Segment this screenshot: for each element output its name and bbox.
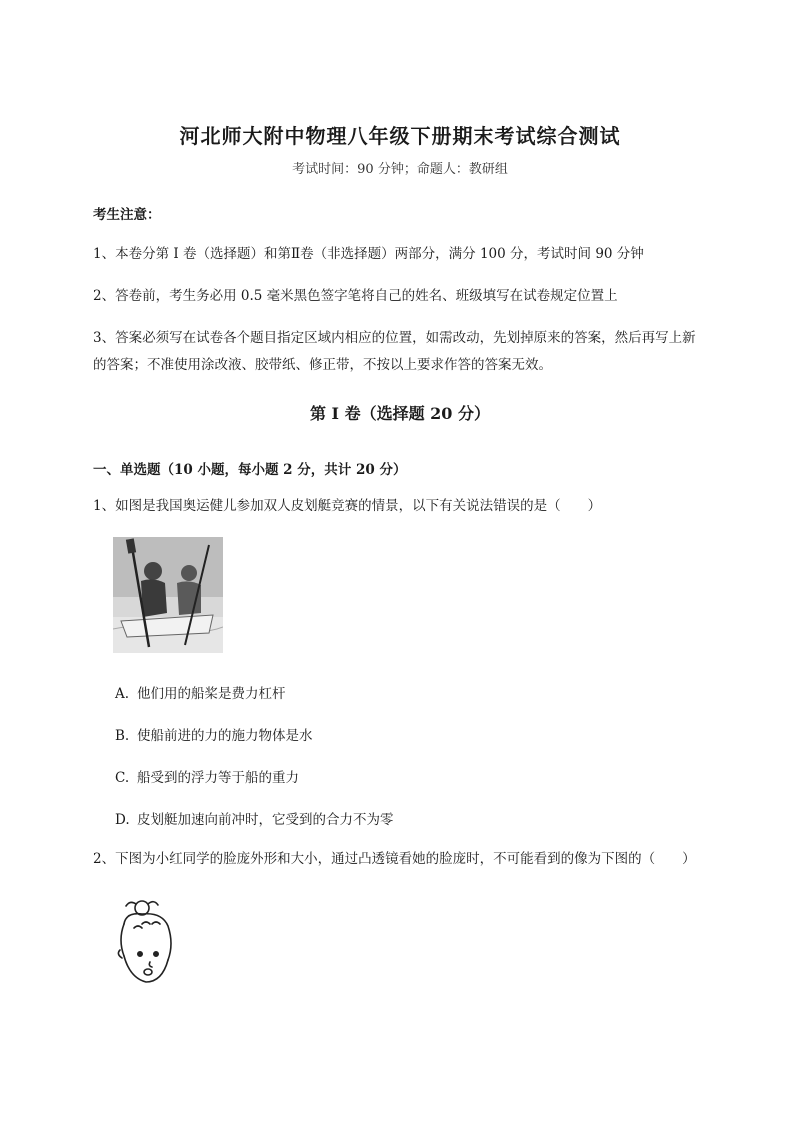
kayak-photo [113, 537, 223, 653]
option-text: 他们用的船桨是费力杠杆 [137, 686, 286, 702]
section-title: 第 I 卷（选择题 20 分） [309, 404, 491, 423]
option-letter: C. [115, 770, 130, 786]
girl-face-sketch [112, 894, 184, 990]
notice-item-3: 3、答案必须写在试卷各个题目指定区域内相应的位置，如需改动，先划掉原来的答案，然后再写上新 [93, 330, 696, 346]
option-text: 使船前进的力的施力物体是水 [137, 728, 313, 744]
notice-heading: 考生注意： [93, 207, 161, 223]
option-letter: D. [115, 812, 130, 828]
notice-item-3-cont: 的答案；不准使用涂改液、胶带纸、修正带，不按以上要求作答的答案无效。 [93, 357, 552, 373]
exam-title: 河北师大附中物理八年级下册期末考试综合测试 [179, 124, 621, 148]
option-text: 船受到的浮力等于船的重力 [137, 770, 299, 786]
notice-item-1: 1、本卷分第 I 卷（选择题）和第Ⅱ卷（非选择题）两部分，满分 100 分，考试时间 90 分钟 [93, 246, 644, 262]
option-text: 皮划艇加速向前冲时，它受到的合力不为零 [137, 812, 394, 828]
option-a[interactable] [115, 682, 286, 702]
option-b[interactable] [115, 724, 313, 744]
question-1-stem: 1、如图是我国奥运健儿参加双人皮划艇竞赛的情景，以下有关说法错误的是（ ） [93, 498, 602, 514]
option-letter: B. [115, 728, 130, 744]
notice-item-2: 2、答卷前，考生务必用 0.5 毫米黑色签字笔将自己的姓名、班级填写在试卷规定位置上 [93, 288, 618, 304]
option-c[interactable] [115, 766, 299, 786]
option-letter: A. [115, 686, 130, 702]
exam-subtitle: 考试时间：90 分钟；命题人：教研组 [292, 162, 508, 177]
part-heading: 一、单选题（10 小题，每小题 2 分，共计 20 分） [93, 462, 407, 478]
question-2-stem: 2、下图为小红同学的脸庞外形和大小，通过凸透镜看她的脸庞时，不可能看到的像为下图的（ ） [93, 851, 696, 867]
option-d[interactable] [115, 808, 394, 828]
